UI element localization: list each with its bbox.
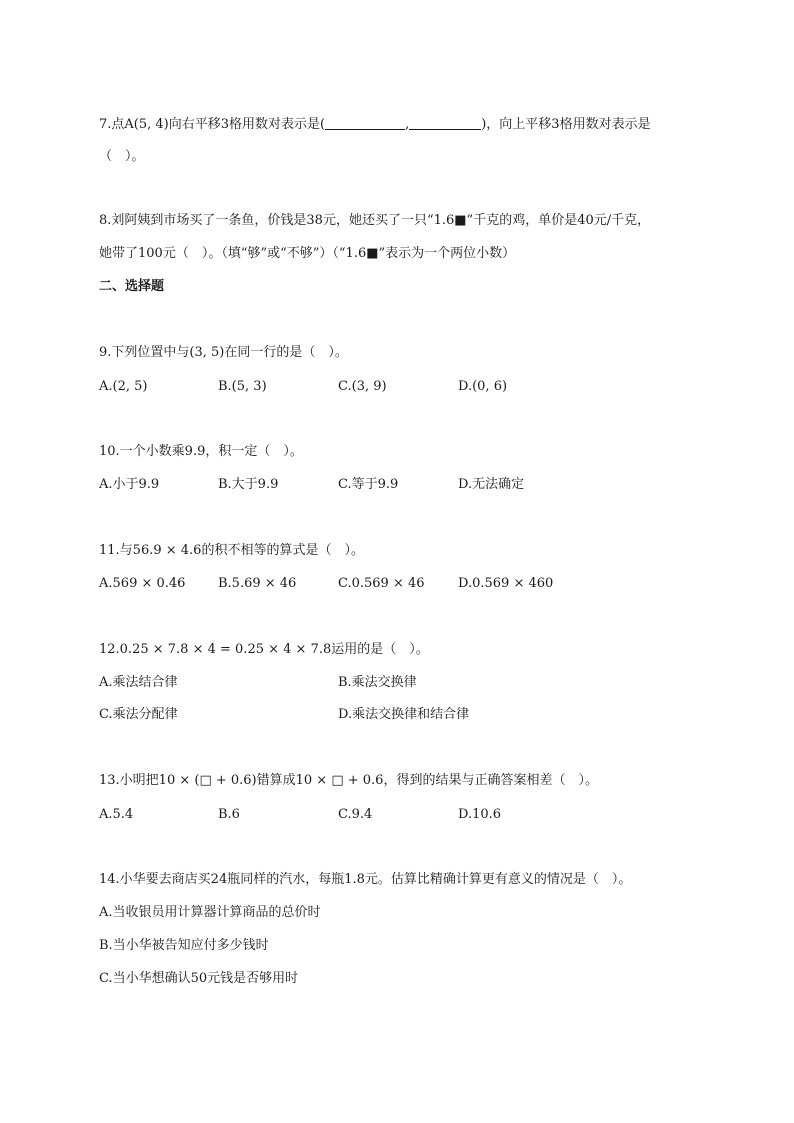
question-13-options bbox=[99, 806, 699, 824]
option-c[interactable]: C.当小华想确认50元钱是否够用时 bbox=[99, 971, 299, 986]
question-7-text-b: )，向上平移3格用数对表示是 bbox=[481, 117, 651, 132]
question-11-stem: 11.与56.9 × 4.6的积不相等的算式是（ ）。 bbox=[99, 543, 364, 558]
question-12-stem: 12.0.25 × 7.8 × 4 = 0.25 × 4 × 7.8运用的是（ ）。 bbox=[99, 642, 429, 657]
option-d[interactable]: D.(0, 6) bbox=[458, 379, 508, 394]
answer-blank-x[interactable] bbox=[325, 115, 405, 130]
question-7-text-a: 7.点A(5, 4)向右平移3格用数对表示是( bbox=[99, 117, 326, 132]
option-c[interactable]: C.0.569 × 46 bbox=[338, 576, 425, 591]
option-b[interactable]: B.5.69 × 46 bbox=[218, 576, 297, 591]
option-b[interactable]: B.6 bbox=[218, 807, 240, 822]
option-b[interactable]: B.大于9.9 bbox=[218, 477, 279, 492]
question-9-options bbox=[99, 378, 699, 396]
option-b[interactable]: B.乘法交换律 bbox=[338, 675, 417, 690]
question-7-line-1 bbox=[99, 115, 651, 134]
question-14-stem: 14.小华要去商店买24瓶同样的汽水，每瓶1.8元。估算比精确计算更有意义的情况是（ ）。 bbox=[99, 872, 632, 887]
option-c[interactable]: C.9.4 bbox=[338, 807, 373, 822]
answer-blank-y[interactable] bbox=[409, 115, 481, 130]
question-7-line-2: （ ）。 bbox=[99, 149, 145, 164]
question-8-line-1: 8.刘阿姨到市场买了一条鱼，价钱是38元，她还买了一只“1.6■”千克的鸡，单价是40元/千克， bbox=[99, 213, 651, 228]
question-11-options bbox=[99, 575, 699, 593]
option-b[interactable]: B.当小华被告知应付多少钱时 bbox=[99, 938, 269, 953]
option-d[interactable]: D.无法确定 bbox=[458, 477, 525, 492]
question-10-stem: 10.一个小数乘9.9，积一定（ ）。 bbox=[99, 444, 303, 459]
option-a[interactable]: A.5.4 bbox=[99, 807, 134, 822]
option-a[interactable]: A.(2, 5) bbox=[99, 379, 148, 394]
option-a[interactable]: A.小于9.9 bbox=[99, 477, 160, 492]
question-12-options-row-1 bbox=[99, 674, 699, 692]
option-a[interactable]: A.乘法结合律 bbox=[99, 675, 178, 690]
option-c[interactable]: C.等于9.9 bbox=[338, 477, 399, 492]
option-c[interactable]: C.(3, 9) bbox=[338, 379, 387, 394]
option-a[interactable]: A.569 × 0.46 bbox=[99, 576, 186, 591]
option-d[interactable]: D.0.569 × 460 bbox=[458, 576, 554, 591]
option-a[interactable]: A.当收银员用计算器计算商品的总价时 bbox=[99, 905, 321, 920]
option-d[interactable]: D.10.6 bbox=[458, 807, 502, 822]
question-9-stem: 9.下列位置中与(3, 5)在同一行的是（ ）。 bbox=[99, 345, 348, 360]
section-heading-choice: 二、选择题 bbox=[99, 279, 165, 294]
question-13-stem: 13.小明把10 × (□ + 0.6)错算成10 × □ + 0.6，得到的结果与正确答案相差（ ）。 bbox=[99, 773, 598, 788]
question-8-line-2: 她带了100元（ ）。（填“够”或“不够”）（“1.6■”表示为一个两位小数） bbox=[99, 246, 516, 261]
option-d[interactable]: D.乘法交换律和结合律 bbox=[338, 707, 470, 722]
option-c[interactable]: C.乘法分配律 bbox=[99, 707, 178, 722]
question-7-comma: , bbox=[405, 117, 410, 132]
question-10-options bbox=[99, 476, 699, 494]
question-12-options-row-2 bbox=[99, 706, 699, 724]
option-b[interactable]: B.(5, 3) bbox=[218, 379, 267, 394]
